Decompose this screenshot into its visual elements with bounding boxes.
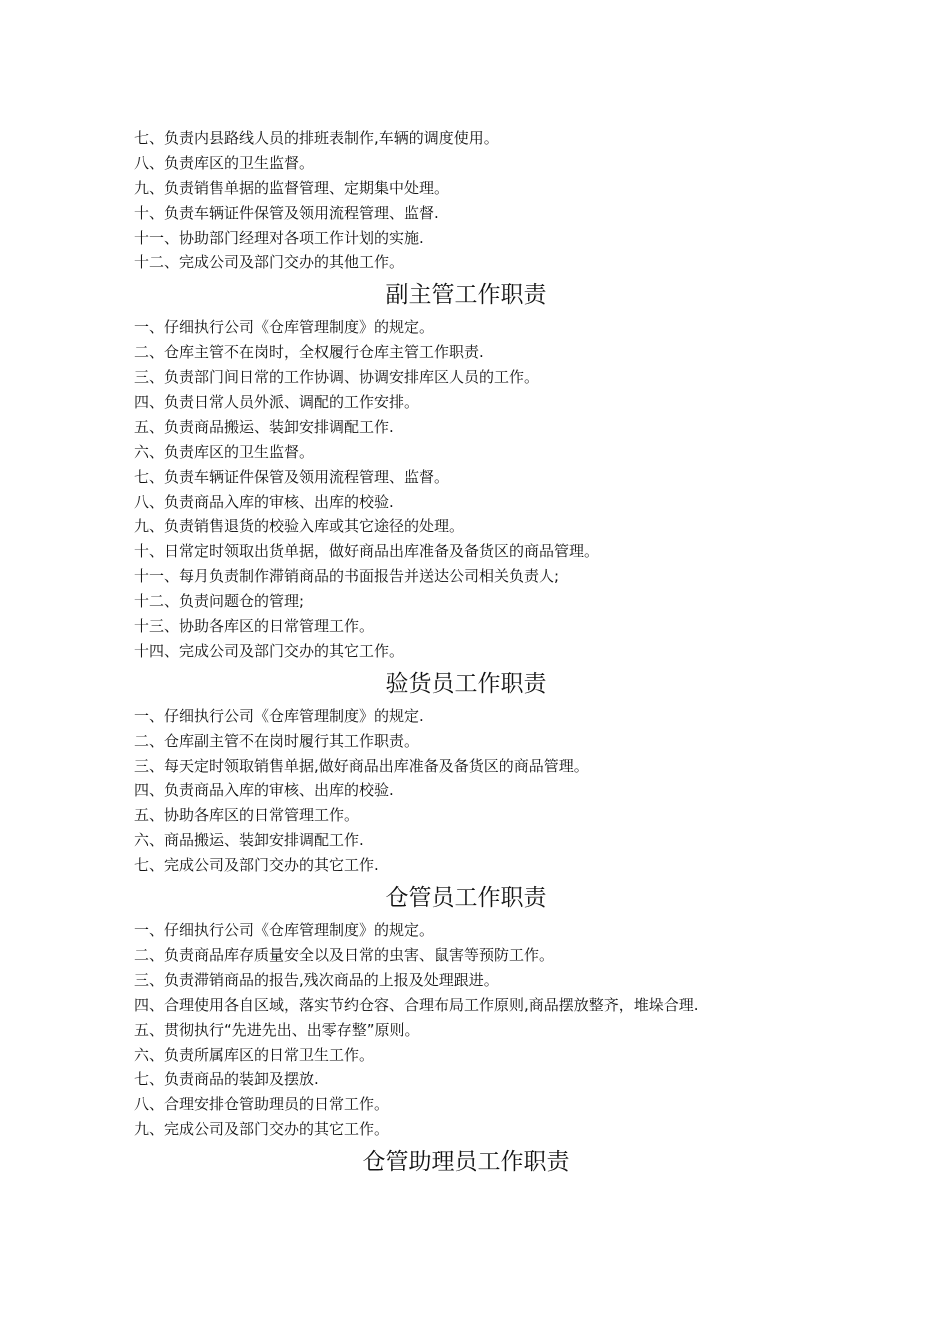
list-item: 一、仔细执行公司《仓库管理制度》的规定。 (134, 921, 435, 940)
list-item: 三、负责部门间日常的工作协调、协调安排库区人员的工作。 (134, 368, 540, 387)
section-assistant-keeper (134, 1143, 814, 1182)
list-item: 十三、协助各库区的日常管理工作。 (134, 617, 375, 636)
list-item: 六、负责库区的卫生监督。 (134, 442, 315, 461)
list-item: 八、负责商品入库的审核、出库的校验. (134, 492, 394, 511)
list-item: 五、贯彻执行“先进先出、出零存整”原则。 (134, 1020, 420, 1039)
list-item: 十二、负责问题仓的管理; (134, 592, 305, 611)
list-item: 七、负责内县路线人员的排班表制作,车辆的调度使用。 (134, 129, 499, 147)
list-item: 五、负责商品搬运、装卸安排调配工作. (134, 417, 394, 436)
list-item: 七、负责商品的装卸及摆放. (134, 1070, 319, 1089)
list-item: 九、完成公司及部门交办的其它工作。 (134, 1120, 390, 1139)
list-item: 十四、完成公司及部门交办的其它工作。 (134, 641, 405, 660)
list-item: 十一、协助部门经理对各项工作计划的实施. (134, 228, 424, 247)
section-title: 副主管工作职责 (385, 282, 547, 309)
list-item: 十一、每月负责制作滞销商品的书面报告并送达公司相关负责人; (134, 567, 560, 586)
list-item: 六、负责所属库区的日常卫生工作。 (134, 1045, 375, 1064)
list-item: 七、完成公司及部门交办的其它工作. (134, 856, 379, 875)
list-item: 四、负责商品入库的审核、出库的校验. (134, 781, 394, 800)
list-item: 九、负责销售单据的监督管理、定期集中处理。 (134, 178, 450, 197)
list-item: 十二、完成公司及部门交办的其他工作。 (134, 253, 405, 272)
list-item: 八、负责库区的卫生监督。 (134, 153, 315, 172)
section-warehouse-keeper (134, 879, 814, 1142)
top-list (134, 126, 814, 275)
section-title: 仓管助理员工作职责 (362, 1149, 570, 1176)
list-item: 十、日常定时领取出货单据，做好商品出库准备及备货区的商品管理。 (134, 542, 600, 561)
list-item: 一、仔细执行公司《仓库管理制度》的规定。 (134, 318, 435, 337)
list-item: 五、协助各库区的日常管理工作。 (134, 806, 360, 825)
list-item: 八、合理安排仓管助理员的日常工作。 (134, 1095, 390, 1114)
document-page (134, 126, 814, 1182)
section-deputy-supervisor (134, 276, 814, 663)
list-item: 二、仓库副主管不在岗时履行其工作职责。 (134, 731, 420, 750)
section-title: 仓管员工作职责 (385, 885, 547, 912)
list-item: 三、每天定时领取销售单据,做好商品出库准备及备货区的商品管理。 (134, 756, 589, 775)
list-item: 七、负责车辆证件保管及领用流程管理、监督。 (134, 467, 450, 486)
list-item: 四、负责日常人员外派、调配的工作安排。 (134, 393, 420, 412)
list-item: 二、仓库主管不在岗时，全权履行仓库主管工作职责. (134, 343, 484, 362)
list-item: 三、负责滞销商品的报告,残次商品的上报及处理跟进。 (134, 970, 499, 989)
list-item: 十、负责车辆证件保管及领用流程管理、监督. (134, 203, 439, 222)
list-item: 四、合理使用各自区域，落实节约仓容、合理布局工作原则,商品摆放整齐，堆垛合理. (134, 995, 699, 1014)
list-item: 六、商品搬运、装卸安排调配工作. (134, 831, 364, 850)
section-title: 验货员工作职责 (385, 670, 547, 697)
list-item: 一、仔细执行公司《仓库管理制度》的规定. (134, 706, 424, 725)
section-inspector (134, 665, 814, 878)
list-item: 九、负责销售退货的校验入库或其它途径的处理。 (134, 517, 465, 536)
list-item: 二、负责商品库存质量安全以及日常的虫害、鼠害等预防工作。 (134, 945, 555, 964)
